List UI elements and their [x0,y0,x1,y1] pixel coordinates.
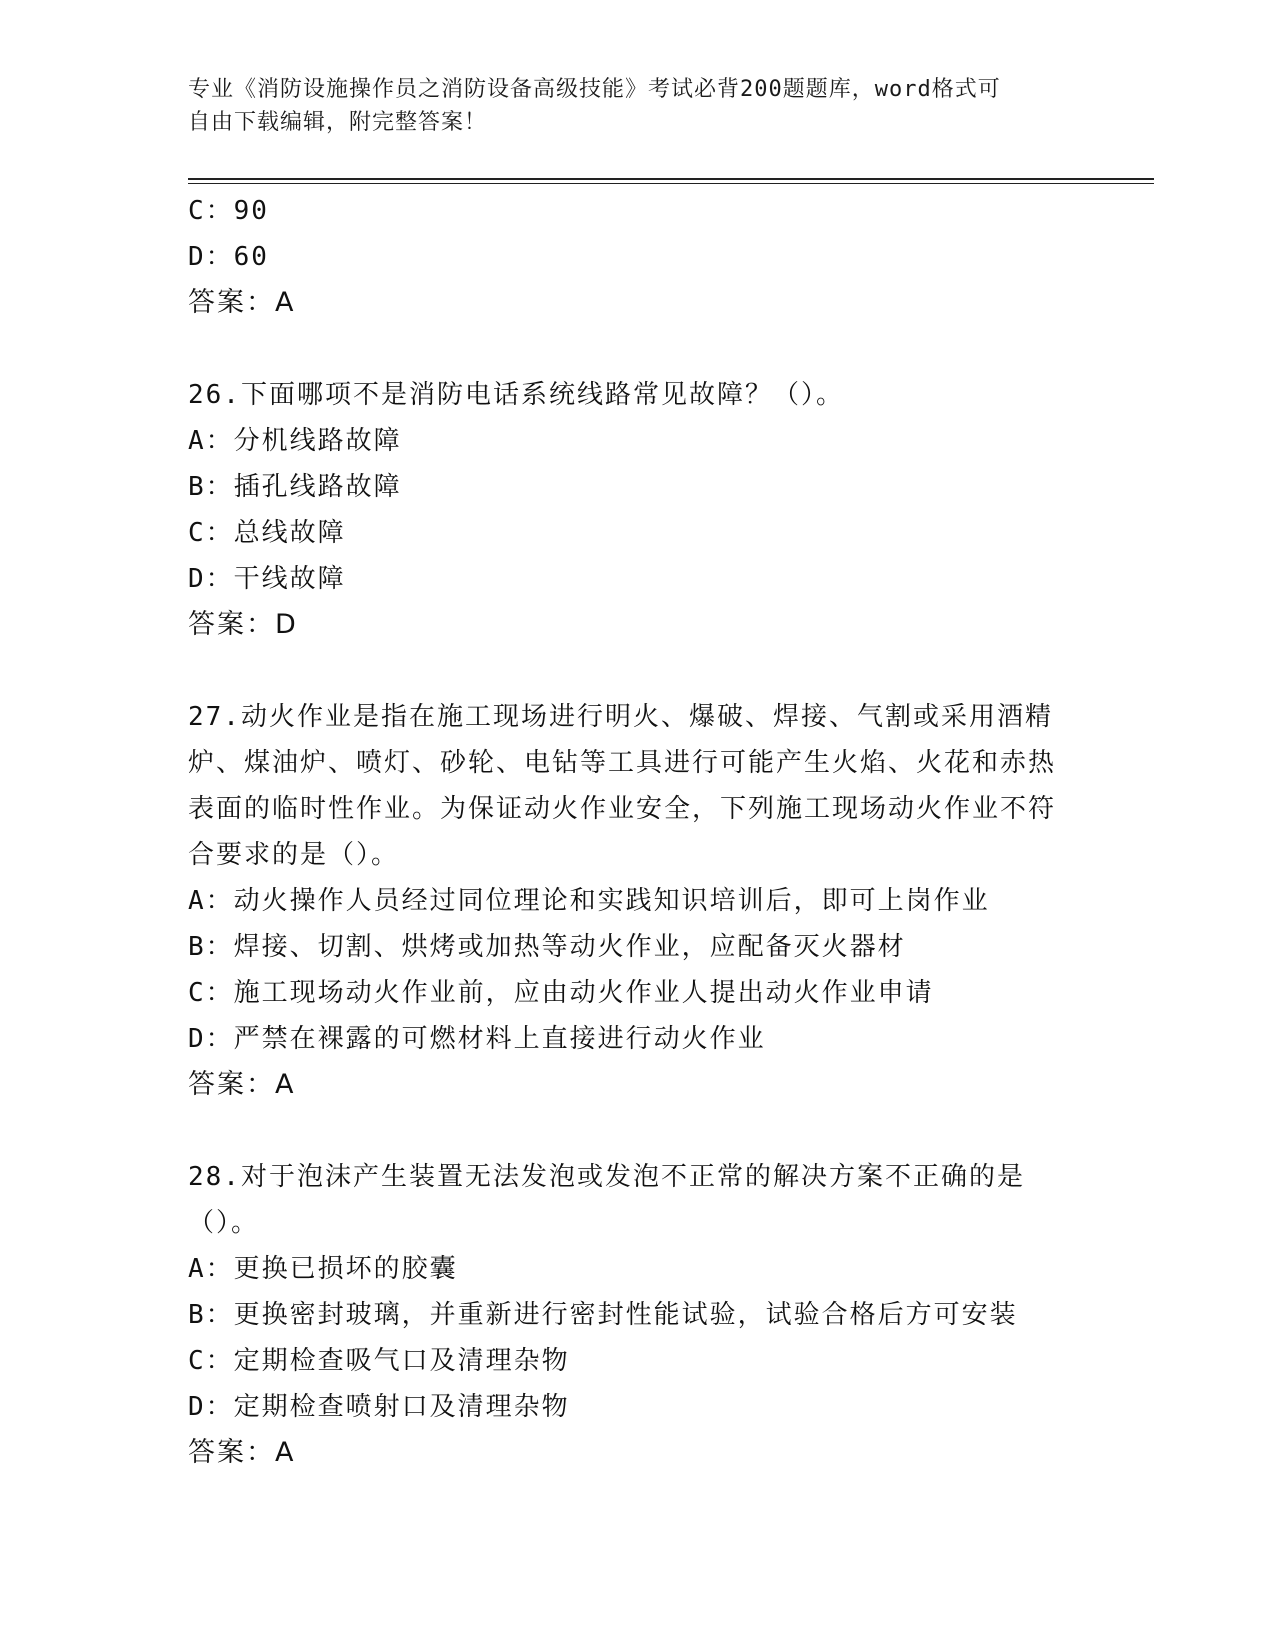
option-a: A：动火操作人员经过同位理论和实践知识培训后，即可上岗作业 [188,886,990,916]
header-divider-thin [188,183,1154,184]
question-28 [188,1154,1078,1476]
option-d: D：60 [188,242,269,272]
header-line-2: 自由下载编辑，附完整答案！ [188,110,488,135]
spacer [188,326,1078,372]
option-c: C：定期检查吸气口及清理杂物 [188,1346,570,1376]
option-c: C：施工现场动火作业前，应由动火作业人提出动火作业申请 [188,978,934,1008]
carry-over-question [188,188,1078,326]
answer-line: 答案：D [188,609,298,640]
option-a: A：更换已损坏的胶囊 [188,1254,458,1284]
option-d: D：定期检查喷射口及清理杂物 [188,1392,570,1422]
document-header [188,73,1068,139]
option-b: B：插孔线路故障 [188,472,402,502]
question-stem: 28.对于泡沫产生装置无法发泡或发泡不正常的解决方案不正确的是（）。 [188,1162,1025,1238]
header-divider-thick [188,178,1154,180]
option-d: D：干线故障 [188,564,346,594]
answer-line: 答案：A [188,287,296,318]
spacer [188,648,1078,694]
question-26 [188,372,1078,648]
answer-line: 答案：A [188,1069,296,1100]
option-b: B：更换密封玻璃，并重新进行密封性能试验，试验合格后方可安装 [188,1300,1018,1330]
option-c: C：总线故障 [188,518,346,548]
spacer [188,1108,1078,1154]
answer-line: 答案：A [188,1437,296,1468]
question-stem: 27.动火作业是指在施工现场进行明火、爆破、焊接、气割或采用酒精炉、煤油炉、喷灯、砂轮、电钻等工具进行可能产生火焰、火花和赤热表面的临时性作业。为保证动火作业安全，下列施工现场动火作业不符合要求的是（）。 [188,702,1057,870]
header-line-1: 专业《消防设施操作员之消防设备高级技能》考试必背200题题库，word格式可 [188,77,1001,102]
option-a: A：分机线路故障 [188,426,402,456]
option-b: B：焊接、切割、烘烤或加热等动火作业，应配备灭火器材 [188,932,906,962]
question-27 [188,694,1078,1108]
question-stem: 26.下面哪项不是消防电话系统线路常见故障？（）。 [188,380,844,410]
option-d: D：严禁在裸露的可燃材料上直接进行动火作业 [188,1024,766,1054]
question-content [188,188,1078,1476]
option-c: C：90 [188,196,269,226]
